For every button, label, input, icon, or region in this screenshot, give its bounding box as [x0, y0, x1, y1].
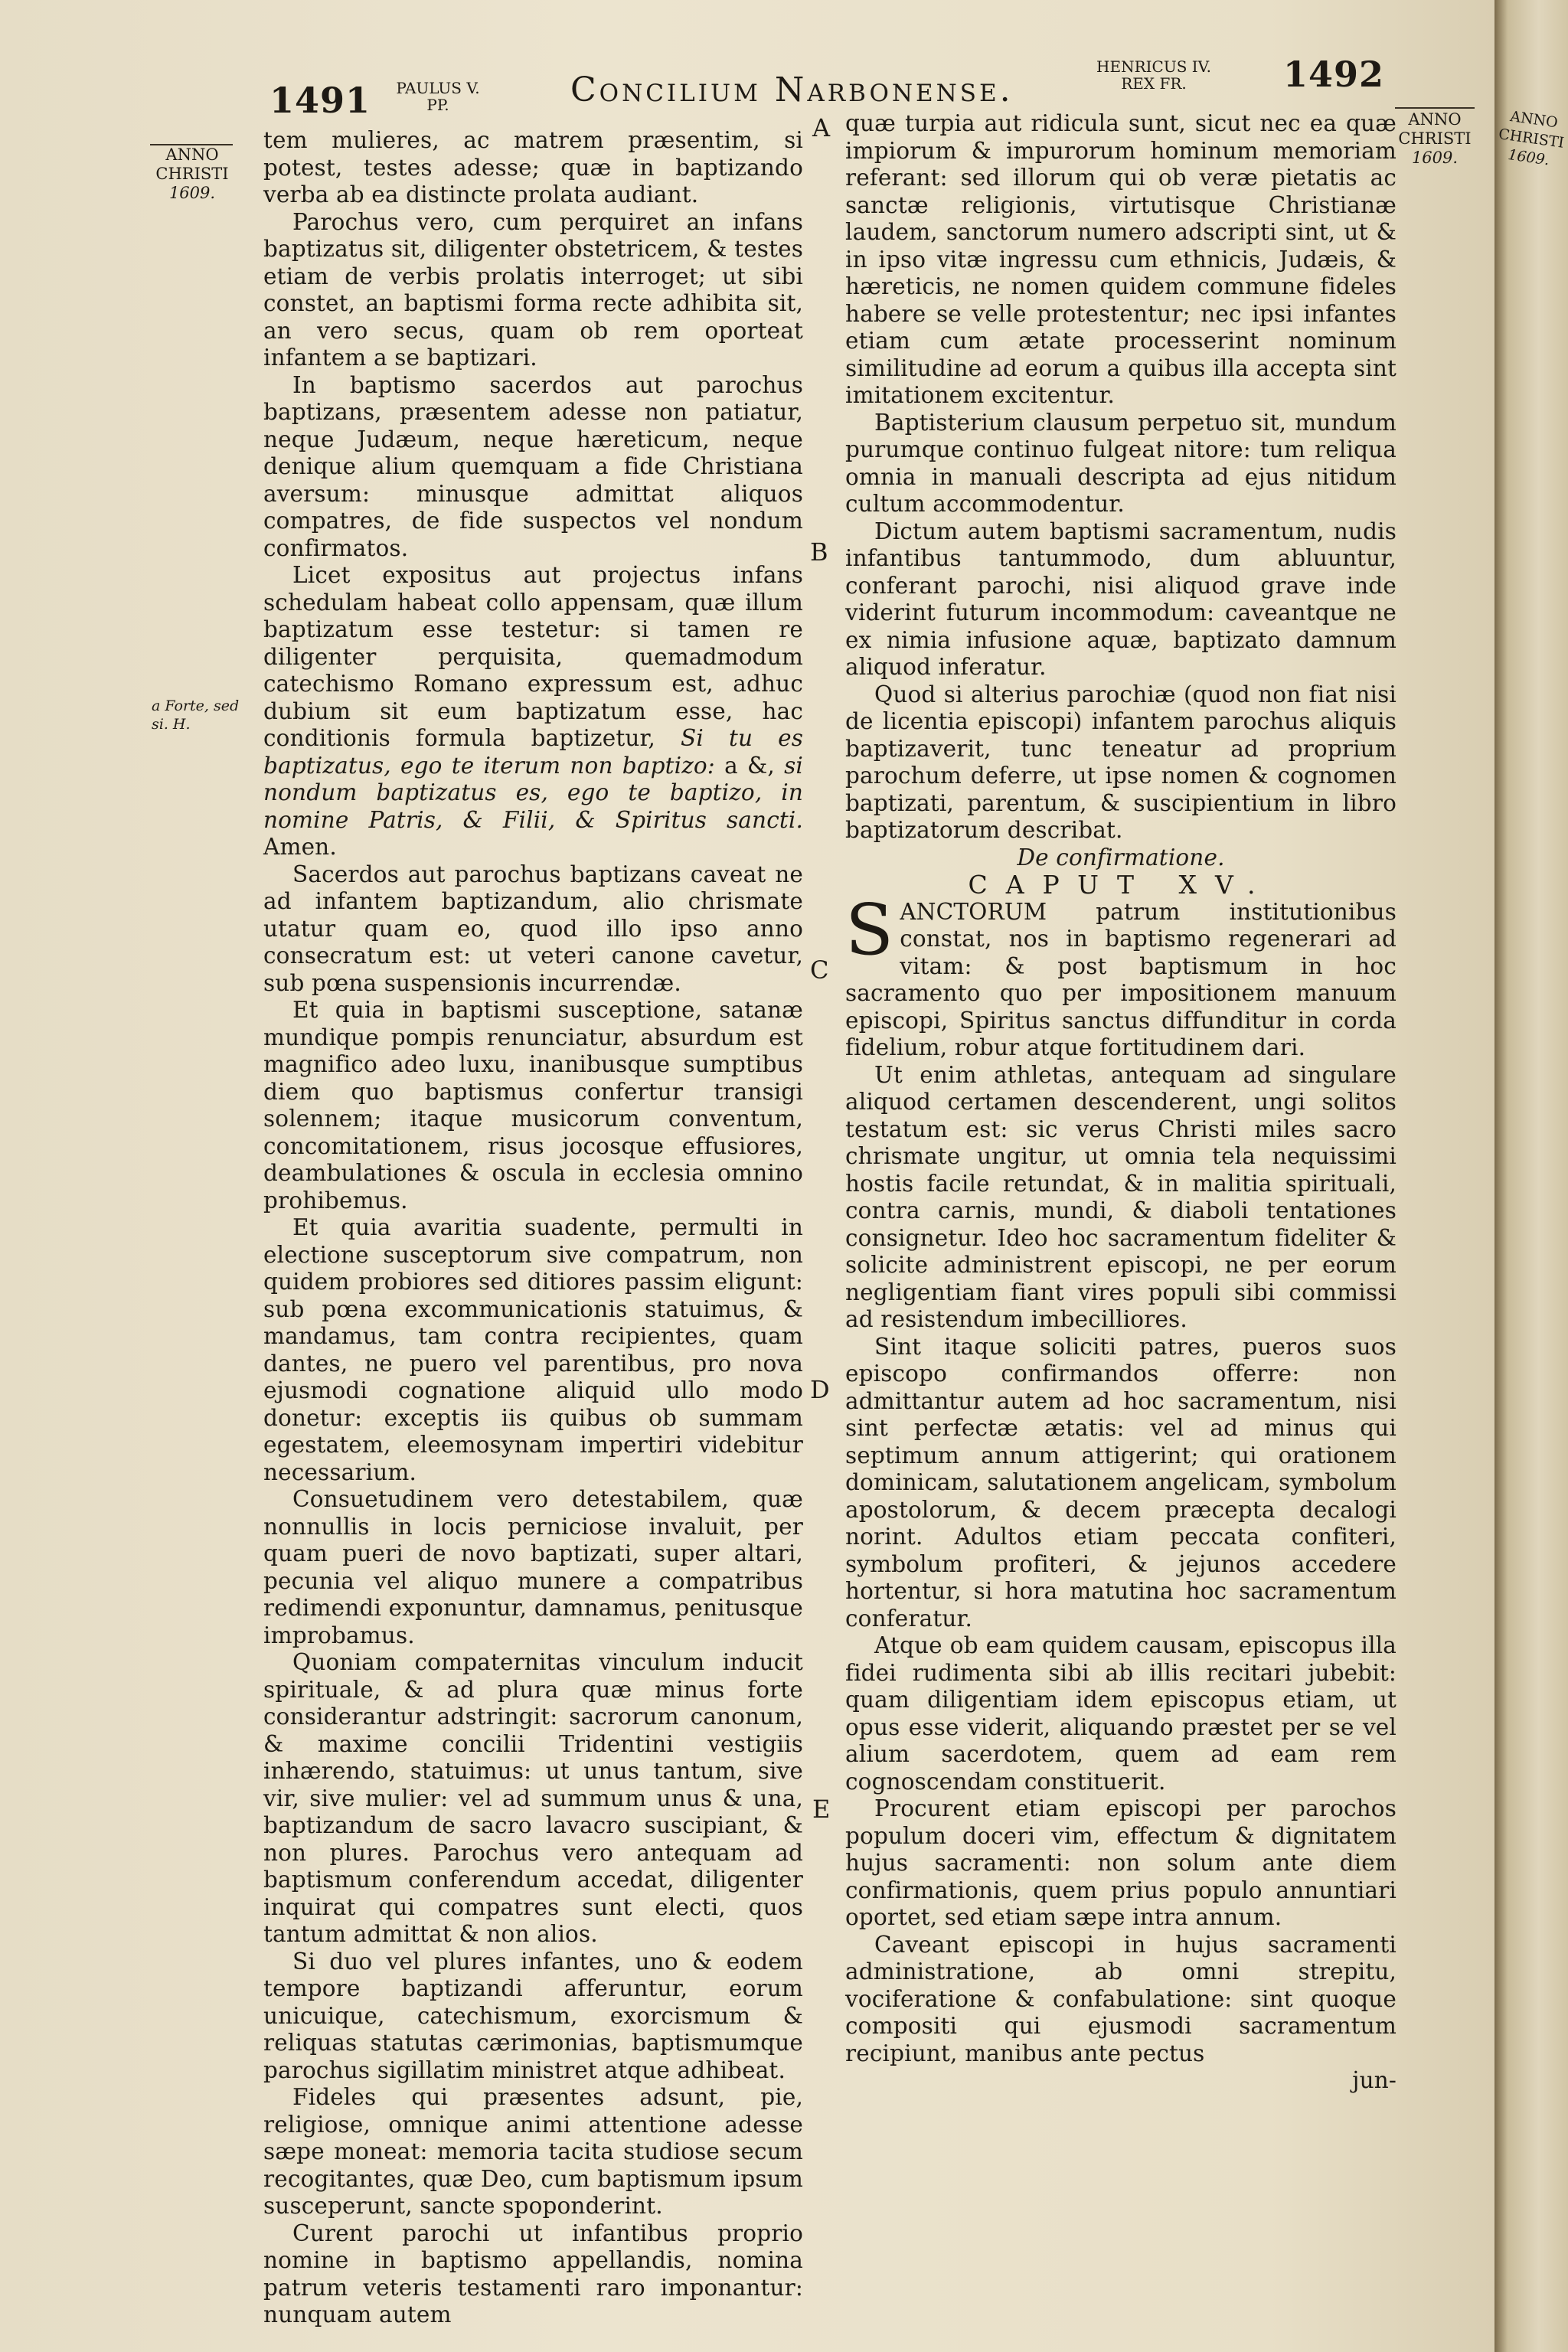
left-paragraph-4	[263, 562, 803, 861]
left-anno-block	[150, 145, 234, 203]
right-paragraph-1: quæ turpia aut ridicula sunt, sicut nec ea quæ impiorum & impurorum hominum memoriam referant: sed illorum qui ob veræ pietatis ac sanctæ religionis, virtutisque Christianæ laudem, sanctorum numero adscripti sint, ut & in ipso vitæ ingressu cum ethnicis, Judæis, & hæreticis, ne nomen quidem commune fideles habere se velle protestentur; nec ipsi infantes etiam cum ætate processerint nominum similitudine ad eorum a quibus illa accepta sint imitationem excitentur.	[845, 110, 1396, 408]
king-line1: HENRICUS IV.	[1096, 57, 1211, 76]
page-title: Concilium Narbonense.	[570, 70, 1014, 109]
left-column	[263, 127, 803, 2329]
left-paragraph-3: In baptismo sacerdos aut parochus baptizans, præsentem adesse non patiatur, neque Judæum, neque hæreticum, neque denique alium quemquam a fide Christiana aversum: minusque admittat aliquos compatres, de fide suspectos vel nondum confirmatos.	[263, 371, 803, 561]
king-label	[1096, 58, 1211, 92]
right-paragraph-4: Quod si alterius parochiæ (quod non fiat nisi de licentia episcopi) infantem parochus aliquis baptizaverit, tunc teneatur ad proprium parochum deferre, ut ipse nomen & cognomen baptizati, parentum, & suscipientium in libro baptizatorum describat.	[845, 681, 1396, 843]
edge-anno: ANNO	[1509, 108, 1560, 132]
left-paragraph-7: Et quia avaritia suadente, permulti in electione susceptorum sive compatrum, non quidem probiores sed ditiores passim eligunt: sub pœna excommunicationis statuimus, & mandamus, tam contra recipientes, quam dantes, ne puero vel parentibus, pro nova ejusmodi cognatione aliquid ullo modo donetur: exceptis iis quibus ob summam egestatem, eleemosynam impertiri videbitur necessarium.	[263, 1214, 803, 1485]
p4-text: Licet expositus aut projectus infans schedulam habeat collo appensam, quæ illum baptizatum esse testetur: si tamen re diligenter perquisita, quemadmodum catechismo Romano expressum est, adhuc dubium sit eum baptizatum esse, hac conditionis formula baptizetur,	[263, 562, 803, 751]
p4-amen: Amen.	[263, 834, 337, 860]
p5-first-word: ANCTORUM	[900, 898, 1047, 925]
section-letter-b: B	[810, 537, 828, 567]
left-anno: ANNO	[165, 145, 219, 164]
right-year: 1609.	[1411, 149, 1459, 167]
catchword: jun-	[1352, 2067, 1396, 2093]
left-margin-note: a Forte, sed si. H.	[152, 697, 240, 733]
right-anno: ANNO	[1408, 110, 1462, 129]
right-anno-block	[1392, 110, 1478, 168]
section-letter-a: A	[812, 113, 831, 142]
edge-year: 1609.	[1507, 146, 1551, 169]
p4-formula-1: Si tu es baptizatus, ego te iterum non baptizo:	[263, 725, 803, 779]
right-paragraph-7: Sint itaque soliciti patres, pueros suos episcopo confirmandos offerre: non admittantur autem ad hoc sacramentum, nisi sint perfectæ ætatis: vel ad minus qui septimum annum attigerint; qui orationem dominicam, salutationem angelicam, symbolum apostolorum, & decem præcepta decalogi norint. Adultos etiam peccata confiteri, symbolum profiteri, & jejunos accedere hortentur, si hora matutina hoc sacramentum conferatur.	[845, 1333, 1396, 1632]
p4-formula-2: si nondum baptizatus es, ego te baptizo, in nomine Patris, & Filii, & Spiritus sancti.	[263, 752, 803, 833]
right-paragraph-6: Ut enim athletas, antequam ad singulare aliquod certamen descenderent, ungi solitos testatum est: sic verus Christi miles sacro chrismate ungitur, ut omnia tela nequissimi hostis facile retundat, & in malitia spirituali, contra carnis, mundi, & diaboli tentationes consignetur. Ideo hoc sacramentum fideliter & solicite administrent episcopi, ne per eorum negligentiam fiant vires populi sibi commissi ad resistendum imbecilliores.	[845, 1061, 1396, 1332]
left-paragraph-1: tem mulieres, ac matrem præsentim, si potest, testes adesse; quæ in baptizando verba ab ea distincte prolata audiant.	[263, 127, 803, 207]
right-christi: CHRISTI	[1398, 129, 1472, 148]
pope-line2: PP.	[426, 96, 449, 114]
pope-line1: PAULUS V.	[396, 79, 480, 97]
left-paragraph-10: Si duo vel plures infantes, uno & eodem tempore baptizandi afferuntur, eorum unicuique, catechismum, exorcismum & reliquas statutas cærimonias, baptismumque parochus sigillatim ministret atque adhibeat.	[263, 1948, 803, 2083]
left-paragraph-2: Parochus vero, cum perquiret an infans baptizatus sit, diligenter obstetricem, & testes etiam de verbis prolatis interroget; ut sibi constet, an baptismi forma recte adhibita sit, an vero secus, quam ob rem oporteat infantem a se baptizari.	[263, 208, 803, 371]
left-christi: CHRISTI	[155, 165, 229, 183]
edge-anno-block	[1494, 106, 1568, 172]
right-paragraph-5	[845, 888, 1396, 1062]
pope-label	[392, 80, 484, 113]
section-letter-e: E	[812, 1795, 831, 1824]
p4-note-ref: a &,	[724, 752, 775, 779]
drop-cap: S	[845, 888, 894, 971]
left-paragraph-8: Consuetudinem vero detestabilem, quæ nonnullis in locis perniciose invaluit, per quam pueri de novo baptizati, super altari, pecunia vel aliquo munere a compatribus redimendi exponuntur, damnamus, penitusque improbamus.	[263, 1486, 803, 1648]
right-paragraph-10: Caveant episcopi in hujus sacramenti administratione, ab omni strepitu, vociferatione & confabulatione: sint quoque compositi qui ejusmodi sacramentum recipiunt, manibus ante pectus	[845, 1931, 1396, 2066]
left-paragraph-9: Quoniam compaternitas vinculum inducit spirituale, & ad plura quæ minus forte considerantur adstringit: sacrorum canonum, & maxime concilii Tridentini vestigiis inhærendo, statuimus: ut unus tantum, sive vir, sive mulier: vel ad summum unus & una, baptizandum de sacro lavacro suscipiant, & non plures. Parochus vero antequam ad baptismum conferendum accedat, diligenter inquirat qui compatres sunt electi, quos tantum admittat & non alios.	[263, 1649, 803, 1947]
right-margin-rule	[1395, 107, 1475, 109]
p5-text: patrum institutionibus constat, nos in baptismo regenerari ad vitam: & post baptismum in hoc sacramento quo per impositionem manuum episcopi, Spiritus sanctus diffunditur in corda fidelium, robur atque fortitudinem dari.	[845, 898, 1396, 1060]
king-line2: REX FR.	[1121, 74, 1187, 93]
right-paragraph-2: Baptisterium clausum perpetuo sit, mundum purumque continuo fulgeat nitore: tum reliqua omnia in manuali descripta ad ejus nitidum cultum accommodentur.	[845, 409, 1396, 517]
section-letter-d: D	[810, 1375, 830, 1404]
chapter-heading: CAPUT XV.	[968, 870, 1274, 900]
left-paragraph-11: Fideles qui præsentes adsunt, pie, religiose, omnique animi attentione adesse sæpe moneat: memoria tacita studiose secum recogitantes, quæ Deo, cum baptismum ipsum susceperunt, sancte spoponderint.	[263, 2084, 803, 2219]
page-number-right: 1492	[1283, 54, 1385, 95]
edge-christi: CHRISTI	[1497, 126, 1566, 152]
section-subheading: De confirmatione.	[1017, 844, 1225, 871]
right-paragraph-8: Atque ob eam quidem causam, episcopus illa fidei rudimenta sibi ab illis recitari jubebit: quam diligentiam idem episcopus etiam, ut opus esse viderit, aliquando præstet per se vel alium sacerdotem, quem ad eam rem cognoscendam constituerit.	[845, 1632, 1396, 1795]
section-letter-c: C	[810, 956, 829, 985]
right-paragraph-3: Dictum autem baptismi sacramentum, nudis infantibus tantummodo, dum abluuntur, conferant parochi, nisi aliquod grave inde viderint futurum incommodum: caveantque ne ex nimia infusione aquæ, baptizato damnum aliquod inferatur.	[845, 518, 1396, 680]
left-paragraph-5: Sacerdos aut parochus baptizans caveat ne ad infantem baptizandum, alio chrismate utatur quam eo, quod illo ipso anno consecratum est: ut veteri canone cavetur, sub pœna suspensionis incurrendæ.	[263, 861, 803, 996]
right-column	[845, 110, 1396, 2095]
left-paragraph-6: Et quia in baptismi susceptione, satanæ mundique pompis renunciatur, absurdum est magnifico adeo luxu, inanibusque sumptibus diem quo baptismus confertur transigi solennem; itaque musicorum conventum, concomitationem, risus jocosque effusiores, deambulationes & oscula in ecclesia omnino prohibemus.	[263, 997, 803, 1214]
right-paragraph-9: Procurent etiam episcopi per parochos populum doceri vim, effectum & dignitatem hujus sacramenti: non solum ante diem confirmationis, quem prius populo annuntiari oportet, sed etiam sæpe intra annum.	[845, 1795, 1396, 1930]
left-year: 1609.	[168, 184, 216, 202]
left-paragraph-12: Curent parochi ut infantibus proprio nomine in baptismo appellandis, nomina patrum veteris testamenti raro imponantur: nunquam autem	[263, 2220, 803, 2328]
page-number-left: 1491	[270, 80, 371, 121]
page-edge	[1494, 0, 1568, 2352]
